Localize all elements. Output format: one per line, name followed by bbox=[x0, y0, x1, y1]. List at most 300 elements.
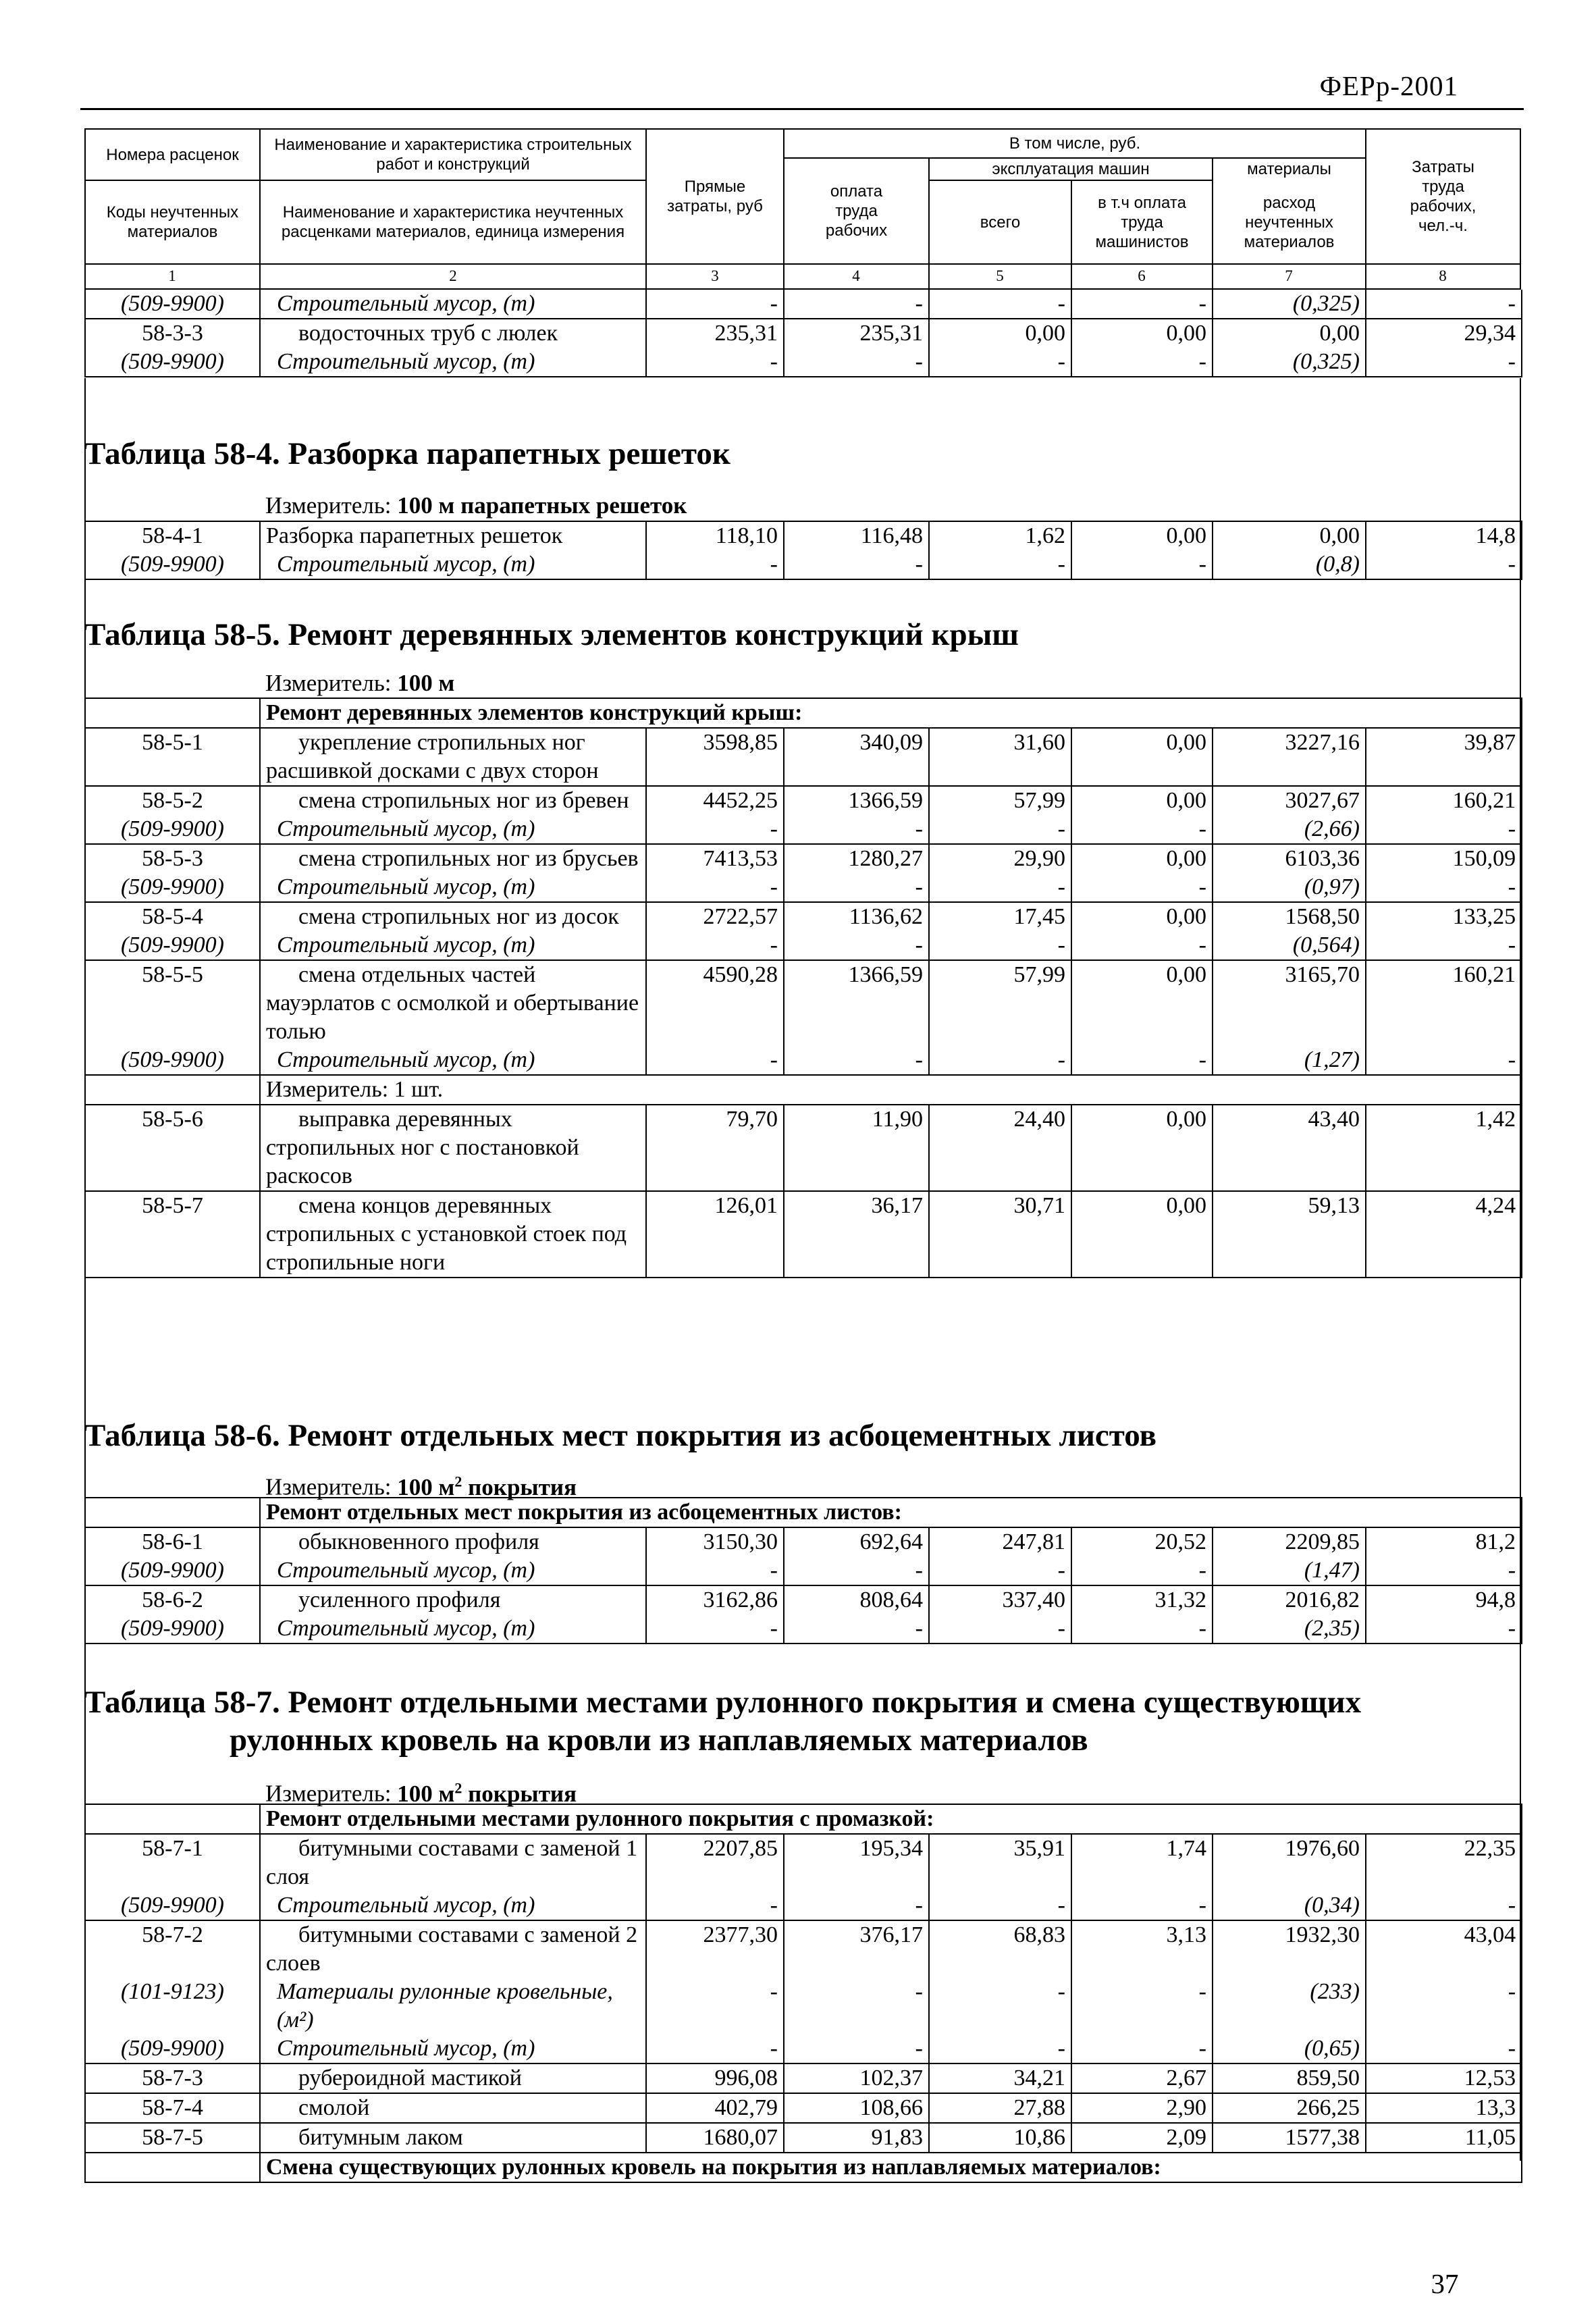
work-name: укрепление стропильных ног расшивкой досками с двух сторон bbox=[260, 728, 646, 786]
header-material-name: Наименование и характеристика неучтенных расценками материалов, единица измерения bbox=[281, 203, 625, 241]
table-title: Таблица 58-6. Ремонт отдельных мест покрытия из асбоцементных листов bbox=[84, 1418, 1156, 1453]
materials-use: (0,564) bbox=[1213, 931, 1366, 960]
machinist-pay: - bbox=[1071, 1891, 1213, 1920]
machinist-pay: - bbox=[1071, 873, 1213, 902]
material-name: Строительный мусор, (т) bbox=[260, 550, 646, 579]
labor-cost: 12,53 bbox=[1366, 2063, 1522, 2093]
labor-cost: - bbox=[1366, 290, 1522, 319]
direct-costs: 7413,53 bbox=[646, 844, 784, 873]
machinist-pay: 0,00 bbox=[1071, 844, 1213, 873]
machines-total: 10,86 bbox=[929, 2123, 1071, 2153]
rate-row bbox=[85, 2123, 1522, 2153]
materials-use: (0,325) bbox=[1213, 348, 1366, 377]
labor-pay: 1366,59 bbox=[784, 960, 929, 1046]
rate-code: 58-7-5 bbox=[85, 2123, 260, 2153]
section-row bbox=[85, 1804, 1522, 1834]
materials-use: 0,00 bbox=[1213, 319, 1366, 348]
material-row bbox=[85, 2034, 1522, 2063]
rate-code: 58-6-2 bbox=[85, 1585, 260, 1614]
materials-use: (0,97) bbox=[1213, 873, 1366, 902]
machines-total: 1,62 bbox=[929, 521, 1071, 550]
labor-pay: 11,90 bbox=[784, 1105, 929, 1191]
direct-costs: 996,08 bbox=[646, 2063, 784, 2093]
header-machines: эксплуатация машин bbox=[992, 160, 1150, 178]
machines-total: - bbox=[929, 290, 1071, 319]
header-machines-total: всего bbox=[980, 213, 1021, 232]
labor-pay: - bbox=[784, 1556, 929, 1585]
materials-use: (0,325) bbox=[1213, 290, 1366, 319]
section-spacer bbox=[85, 698, 260, 728]
meter-label: Измеритель: bbox=[265, 1780, 392, 1807]
meter-line bbox=[265, 668, 454, 698]
rate-table-58-6 bbox=[84, 1497, 1522, 1644]
document-code: ФЕРр-2001 bbox=[1319, 70, 1458, 101]
work-name: обыкновенного профиля bbox=[260, 1527, 646, 1556]
machinist-pay: - bbox=[1071, 1556, 1213, 1585]
materials-use: 0,00 bbox=[1213, 521, 1366, 550]
material-row bbox=[85, 550, 1522, 579]
machinist-pay: - bbox=[1071, 1614, 1213, 1644]
direct-costs: 235,31 bbox=[646, 319, 784, 348]
rate-rows bbox=[85, 521, 1522, 579]
materials-use: (2,35) bbox=[1213, 1614, 1366, 1644]
machines-total: 35,91 bbox=[929, 1834, 1071, 1891]
labor-pay: - bbox=[784, 1978, 929, 2034]
section-heading: Смена существующих рулонных кровель на покрытия из наплавляемых материалов: bbox=[260, 2153, 1522, 2182]
labor-cost: 94,8 bbox=[1366, 1585, 1522, 1614]
rate-code: 58-7-2 bbox=[85, 1920, 260, 1978]
direct-costs: - bbox=[646, 1614, 784, 1644]
work-name: битумным лаком bbox=[260, 2123, 646, 2153]
rate-row bbox=[85, 844, 1522, 873]
labor-pay: - bbox=[784, 815, 929, 844]
machinist-pay: 0,00 bbox=[1071, 728, 1213, 786]
labor-pay: - bbox=[784, 348, 929, 377]
meter-value: 100 $м^2$ покрытия bbox=[397, 1473, 577, 1500]
labor-cost: - bbox=[1366, 348, 1522, 377]
machinist-pay: - bbox=[1071, 290, 1213, 319]
material-name: Строительный мусор, (т) bbox=[260, 2034, 646, 2063]
work-name: смена стропильных ног из бревен bbox=[260, 786, 646, 815]
machinist-pay: - bbox=[1071, 1046, 1213, 1075]
material-name: Строительный мусор, (т) bbox=[260, 1891, 646, 1920]
section-spacer bbox=[85, 1804, 260, 1834]
labor-pay: - bbox=[784, 873, 929, 902]
direct-costs: 2722,57 bbox=[646, 902, 784, 931]
machinist-pay: 0,00 bbox=[1071, 902, 1213, 931]
materials-use: 2209,85 bbox=[1213, 1527, 1366, 1556]
labor-pay: 116,48 bbox=[784, 521, 929, 550]
machines-total: - bbox=[929, 550, 1071, 579]
material-code: (509-9900) bbox=[85, 1556, 260, 1585]
labor-cost: - bbox=[1366, 873, 1522, 902]
rate-code: 58-7-3 bbox=[85, 2063, 260, 2093]
material-code: (101-9123) bbox=[85, 1978, 260, 2034]
machines-total: 247,81 bbox=[929, 1527, 1071, 1556]
machines-total: - bbox=[929, 1614, 1071, 1644]
rate-rows bbox=[85, 1498, 1522, 1644]
rate-code: 58-6-1 bbox=[85, 1527, 260, 1556]
machinist-pay: 1,74 bbox=[1071, 1834, 1213, 1891]
rate-row bbox=[85, 1191, 1522, 1278]
labor-cost: 14,8 bbox=[1366, 521, 1522, 550]
labor-cost: 39,87 bbox=[1366, 728, 1522, 786]
labor-pay: 108,66 bbox=[784, 2093, 929, 2123]
machinist-pay: 0,00 bbox=[1071, 1191, 1213, 1278]
table-title-continued: рулонных кровель на кровли из наплавляемых материалов bbox=[230, 1723, 1088, 1758]
labor-cost: 11,05 bbox=[1366, 2123, 1522, 2153]
direct-costs: 79,70 bbox=[646, 1105, 784, 1191]
material-row bbox=[85, 1891, 1522, 1920]
rate-code: 58-3-3 bbox=[85, 319, 260, 348]
labor-cost: - bbox=[1366, 1891, 1522, 1920]
rate-code: 58-5-4 bbox=[85, 902, 260, 931]
rate-code: 58-5-3 bbox=[85, 844, 260, 873]
machinist-pay: 31,32 bbox=[1071, 1585, 1213, 1614]
labor-pay: 102,37 bbox=[784, 2063, 929, 2093]
meter-spacer bbox=[85, 1075, 260, 1105]
labor-cost: - bbox=[1366, 931, 1522, 960]
direct-costs: 3598,85 bbox=[646, 728, 784, 786]
rate-table-58-7 bbox=[84, 1804, 1522, 2183]
material-row bbox=[85, 1614, 1522, 1644]
direct-costs: - bbox=[646, 1891, 784, 1920]
header-col-number: 4 bbox=[852, 267, 860, 284]
materials-use: 43,40 bbox=[1213, 1105, 1366, 1191]
table-title: Таблица 58-4. Разборка парапетных решеток bbox=[84, 436, 730, 471]
direct-costs: 4452,25 bbox=[646, 786, 784, 815]
material-code: (509-9900) bbox=[85, 290, 260, 319]
materials-use: 3165,70 bbox=[1213, 960, 1366, 1046]
machines-total: 24,40 bbox=[929, 1105, 1071, 1191]
material-row bbox=[85, 931, 1522, 960]
section-spacer bbox=[85, 1498, 260, 1527]
material-row bbox=[85, 873, 1522, 902]
labor-cost: - bbox=[1366, 1978, 1522, 2034]
meter-value: 100 м bbox=[397, 670, 455, 696]
labor-pay: - bbox=[784, 1891, 929, 1920]
header-col-number: 5 bbox=[996, 267, 1004, 284]
labor-cost: 4,24 bbox=[1366, 1191, 1522, 1278]
rate-code: 58-5-5 bbox=[85, 960, 260, 1046]
rate-code: 58-7-4 bbox=[85, 2093, 260, 2123]
machines-total: - bbox=[929, 873, 1071, 902]
labor-cost: 133,25 bbox=[1366, 902, 1522, 931]
labor-cost: - bbox=[1366, 1614, 1522, 1644]
material-code: (509-9900) bbox=[85, 815, 260, 844]
machinist-pay: 2,09 bbox=[1071, 2123, 1213, 2153]
labor-cost: 22,35 bbox=[1366, 1834, 1522, 1891]
materials-use: 1577,38 bbox=[1213, 2123, 1366, 2153]
direct-costs: 2207,85 bbox=[646, 1834, 784, 1891]
material-code: (509-9900) bbox=[85, 2034, 260, 2063]
header-col-number: 7 bbox=[1285, 267, 1293, 284]
machines-total: - bbox=[929, 348, 1071, 377]
direct-costs: 126,01 bbox=[646, 1191, 784, 1278]
work-name: смена концов деревянных стропильных с установкой стоек под стропильные ноги bbox=[260, 1191, 646, 1278]
work-name: смена стропильных ног из досок bbox=[260, 902, 646, 931]
direct-costs: 4590,28 bbox=[646, 960, 784, 1046]
material-row bbox=[85, 290, 1522, 319]
labor-pay: - bbox=[784, 1614, 929, 1644]
rate-code: 58-7-1 bbox=[85, 1834, 260, 1891]
header-col-number: 1 bbox=[168, 267, 176, 284]
direct-costs: - bbox=[646, 931, 784, 960]
labor-pay: - bbox=[784, 1046, 929, 1075]
direct-costs: 1680,07 bbox=[646, 2123, 784, 2153]
materials-use: (1,27) bbox=[1213, 1046, 1366, 1075]
machinist-pay: 0,00 bbox=[1071, 1105, 1213, 1191]
materials-use: (0,8) bbox=[1213, 550, 1366, 579]
labor-cost: - bbox=[1366, 815, 1522, 844]
rate-rows bbox=[85, 1804, 1522, 2182]
machines-total: 57,99 bbox=[929, 786, 1071, 815]
rate-code: 58-5-1 bbox=[85, 728, 260, 786]
machines-total: 31,60 bbox=[929, 728, 1071, 786]
machinist-pay: 0,00 bbox=[1071, 786, 1213, 815]
direct-costs: - bbox=[646, 348, 784, 377]
work-name: водосточных труб с люлек bbox=[260, 319, 646, 348]
rate-row bbox=[85, 521, 1522, 550]
material-name: Строительный мусор, (т) bbox=[260, 815, 646, 844]
labor-pay: 1280,27 bbox=[784, 844, 929, 873]
header-machinist-pay: в т.ч оплата труда машинистов bbox=[1095, 193, 1189, 251]
work-name: рубероидной мастикой bbox=[260, 2063, 646, 2093]
rate-table-58-4 bbox=[84, 521, 1522, 580]
labor-cost: 160,21 bbox=[1366, 960, 1522, 1046]
machinist-pay: - bbox=[1071, 550, 1213, 579]
labor-pay: 195,34 bbox=[784, 1834, 929, 1891]
labor-pay: - bbox=[784, 2034, 929, 2063]
header-labor-cost: Затраты труда рабочих, чел.-ч. bbox=[1410, 158, 1477, 235]
direct-costs: - bbox=[646, 290, 784, 319]
machinist-pay: - bbox=[1071, 1978, 1213, 2034]
labor-cost: 150,09 bbox=[1366, 844, 1522, 873]
machines-total: 57,99 bbox=[929, 960, 1071, 1046]
machines-total: - bbox=[929, 815, 1071, 844]
machinist-pay: 0,00 bbox=[1071, 521, 1213, 550]
material-row bbox=[85, 1556, 1522, 1585]
meter-value: 100 м парапетных решеток bbox=[397, 492, 687, 519]
materials-use: 859,50 bbox=[1213, 2063, 1366, 2093]
rate-code: 58-5-7 bbox=[85, 1191, 260, 1278]
work-name: смолой bbox=[260, 2093, 646, 2123]
rate-row bbox=[85, 786, 1522, 815]
machinist-pay: 2,90 bbox=[1071, 2093, 1213, 2123]
meter-inline: Измеритель: 1 шт. bbox=[260, 1075, 1522, 1105]
labor-pay: 376,17 bbox=[784, 1920, 929, 1978]
rate-row bbox=[85, 1920, 1522, 1978]
header-material-codes: Коды неучтенных материалов bbox=[106, 203, 239, 241]
direct-costs: - bbox=[646, 1978, 784, 2034]
header-direct-costs: Прямые затраты, руб bbox=[667, 178, 763, 215]
direct-costs: 118,10 bbox=[646, 521, 784, 550]
direct-costs: - bbox=[646, 873, 784, 902]
section-row bbox=[85, 698, 1522, 728]
machines-total: 337,40 bbox=[929, 1585, 1071, 1614]
machinist-pay: 0,00 bbox=[1071, 319, 1213, 348]
material-name: Строительный мусор, (т) bbox=[260, 1614, 646, 1644]
meter-label: Измеритель: bbox=[265, 492, 392, 519]
direct-costs: 402,79 bbox=[646, 2093, 784, 2123]
work-name: Разборка парапетных решеток bbox=[260, 521, 646, 550]
machines-total: - bbox=[929, 931, 1071, 960]
labor-pay: - bbox=[784, 550, 929, 579]
page-number: 37 bbox=[1431, 2268, 1459, 2299]
direct-costs: - bbox=[646, 1046, 784, 1075]
material-name: Строительный мусор, (т) bbox=[260, 873, 646, 902]
machines-total: 27,88 bbox=[929, 2093, 1071, 2123]
machines-total: - bbox=[929, 1046, 1071, 1075]
material-code: (509-9900) bbox=[85, 1614, 260, 1644]
material-name: Строительный мусор, (т) bbox=[260, 931, 646, 960]
labor-cost: - bbox=[1366, 1556, 1522, 1585]
header-col-number: 8 bbox=[1439, 267, 1447, 284]
materials-use: 2016,82 bbox=[1213, 1585, 1366, 1614]
header-col-number: 3 bbox=[711, 267, 719, 284]
machines-total: 68,83 bbox=[929, 1920, 1071, 1978]
materials-use: 3227,16 bbox=[1213, 728, 1366, 786]
header-including: В том числе, руб. bbox=[1009, 134, 1141, 153]
rate-row bbox=[85, 319, 1522, 348]
machinist-pay: 20,52 bbox=[1071, 1527, 1213, 1556]
material-code: (509-9900) bbox=[85, 931, 260, 960]
rate-table-58-5 bbox=[84, 698, 1522, 1278]
machines-total: 0,00 bbox=[929, 319, 1071, 348]
header-rate-numbers: Номера расценок bbox=[106, 145, 239, 164]
table-title: Таблица 58-7. Ремонт отдельными местами рулонного покрытия и смена существующих bbox=[84, 1685, 1362, 1720]
section-row bbox=[85, 2153, 1522, 2182]
labor-cost: 13,3 bbox=[1366, 2093, 1522, 2123]
machines-total: 17,45 bbox=[929, 902, 1071, 931]
header-col-number: 2 bbox=[449, 267, 457, 284]
machinist-pay: - bbox=[1071, 815, 1213, 844]
material-code: (509-9900) bbox=[85, 348, 260, 377]
rate-row bbox=[85, 2093, 1522, 2123]
material-name: Строительный мусор, (т) bbox=[260, 290, 646, 319]
labor-pay: 692,64 bbox=[784, 1527, 929, 1556]
work-name: смена стропильных ног из брусьев bbox=[260, 844, 646, 873]
labor-pay: - bbox=[784, 931, 929, 960]
labor-pay: 1136,62 bbox=[784, 902, 929, 931]
material-name: Материалы рулонные кровельные, (м²) bbox=[260, 1978, 646, 2034]
materials-use: (0,34) bbox=[1213, 1891, 1366, 1920]
machines-total: - bbox=[929, 1891, 1071, 1920]
rate-row bbox=[85, 1585, 1522, 1614]
labor-cost: 1,42 bbox=[1366, 1105, 1522, 1191]
material-row bbox=[85, 1978, 1522, 2034]
material-row bbox=[85, 815, 1522, 844]
rate-row bbox=[85, 728, 1522, 786]
rate-row bbox=[85, 1834, 1522, 1891]
materials-use: 266,25 bbox=[1213, 2093, 1366, 2123]
labor-cost: - bbox=[1366, 550, 1522, 579]
machines-total: 29,90 bbox=[929, 844, 1071, 873]
meter-line bbox=[265, 491, 687, 521]
labor-pay: 808,64 bbox=[784, 1585, 929, 1614]
rate-row bbox=[85, 960, 1522, 1046]
machinist-pay: 3,13 bbox=[1071, 1920, 1213, 1978]
direct-costs: - bbox=[646, 2034, 784, 2063]
direct-costs: 3150,30 bbox=[646, 1527, 784, 1556]
material-code: (509-9900) bbox=[85, 550, 260, 579]
materials-use: (1,47) bbox=[1213, 1556, 1366, 1585]
machinist-pay: - bbox=[1071, 2034, 1213, 2063]
material-row bbox=[85, 1046, 1522, 1075]
material-name: Строительный мусор, (т) bbox=[260, 1046, 646, 1075]
rate-code: 58-5-2 bbox=[85, 786, 260, 815]
rate-table-top bbox=[84, 290, 1522, 377]
materials-use: 1932,30 bbox=[1213, 1920, 1366, 1978]
materials-use: 1568,50 bbox=[1213, 902, 1366, 931]
header-rule bbox=[80, 108, 1524, 110]
material-code: (509-9900) bbox=[85, 1046, 260, 1075]
machinist-pay: 0,00 bbox=[1071, 960, 1213, 1046]
rate-rows bbox=[85, 290, 1522, 377]
machines-total: 34,21 bbox=[929, 2063, 1071, 2093]
section-spacer bbox=[85, 2153, 260, 2182]
machines-total: 30,71 bbox=[929, 1191, 1071, 1278]
meter-label: Измеритель: bbox=[265, 1473, 392, 1500]
materials-use: (0,65) bbox=[1213, 2034, 1366, 2063]
machinist-pay: 2,67 bbox=[1071, 2063, 1213, 2093]
rate-row bbox=[85, 1527, 1522, 1556]
header-labor-pay: оплата труда рабочих bbox=[825, 182, 888, 240]
meter-label: Измеритель: bbox=[265, 670, 392, 696]
materials-use: 1976,60 bbox=[1213, 1834, 1366, 1891]
rate-row bbox=[85, 902, 1522, 931]
material-name: Строительный мусор, (т) bbox=[260, 348, 646, 377]
labor-pay: - bbox=[784, 290, 929, 319]
labor-cost: - bbox=[1366, 1046, 1522, 1075]
table-title: Таблица 58-5. Ремонт деревянных элементов конструкций крыш bbox=[84, 617, 1019, 652]
work-name: смена отдельных частей мауэрлатов с осмолкой и обертывание толью bbox=[260, 960, 646, 1046]
rate-row bbox=[85, 2063, 1522, 2093]
direct-costs: - bbox=[646, 1556, 784, 1585]
meter-value: 100 $м^2$ покрытия bbox=[397, 1779, 577, 1807]
materials-use: (233) bbox=[1213, 1978, 1366, 2034]
header-work-name: Наименование и характеристика строительных работ и конструкций bbox=[274, 136, 632, 174]
header-materials-use: расход неучтенных материалов bbox=[1244, 193, 1335, 251]
labor-cost: 81,2 bbox=[1366, 1527, 1522, 1556]
labor-cost: 160,21 bbox=[1366, 786, 1522, 815]
header-col-number: 6 bbox=[1138, 267, 1146, 284]
work-name: битумными составами с заменой 1 слоя bbox=[260, 1834, 646, 1891]
machines-total: - bbox=[929, 1978, 1071, 2034]
rate-code: 58-5-6 bbox=[85, 1105, 260, 1191]
section-heading: Ремонт отдельными местами рулонного покрытия с промазкой: bbox=[260, 1804, 1522, 1834]
section-heading: Ремонт отдельных мест покрытия из асбоцементных листов: bbox=[260, 1498, 1522, 1527]
machinist-pay: - bbox=[1071, 931, 1213, 960]
materials-use: 6103,36 bbox=[1213, 844, 1366, 873]
section-row bbox=[85, 1498, 1522, 1527]
work-name: выправка деревянных стропильных ног с постановкой раскосов bbox=[260, 1105, 646, 1191]
section-heading: Ремонт деревянных элементов конструкций крыш: bbox=[260, 698, 1522, 728]
direct-costs: 3162,86 bbox=[646, 1585, 784, 1614]
material-code: (509-9900) bbox=[85, 1891, 260, 1920]
machines-total: - bbox=[929, 2034, 1071, 2063]
labor-cost: - bbox=[1366, 2034, 1522, 2063]
labor-pay: 340,09 bbox=[784, 728, 929, 786]
labor-pay: 36,17 bbox=[784, 1191, 929, 1278]
header-materials: материалы bbox=[1247, 160, 1331, 178]
work-name: битумными составами с заменой 2 слоев bbox=[260, 1920, 646, 1978]
labor-pay: 91,83 bbox=[784, 2123, 929, 2153]
materials-use: (2,66) bbox=[1213, 815, 1366, 844]
work-name: усиленного профиля bbox=[260, 1585, 646, 1614]
material-row bbox=[85, 348, 1522, 377]
material-code: (509-9900) bbox=[85, 873, 260, 902]
